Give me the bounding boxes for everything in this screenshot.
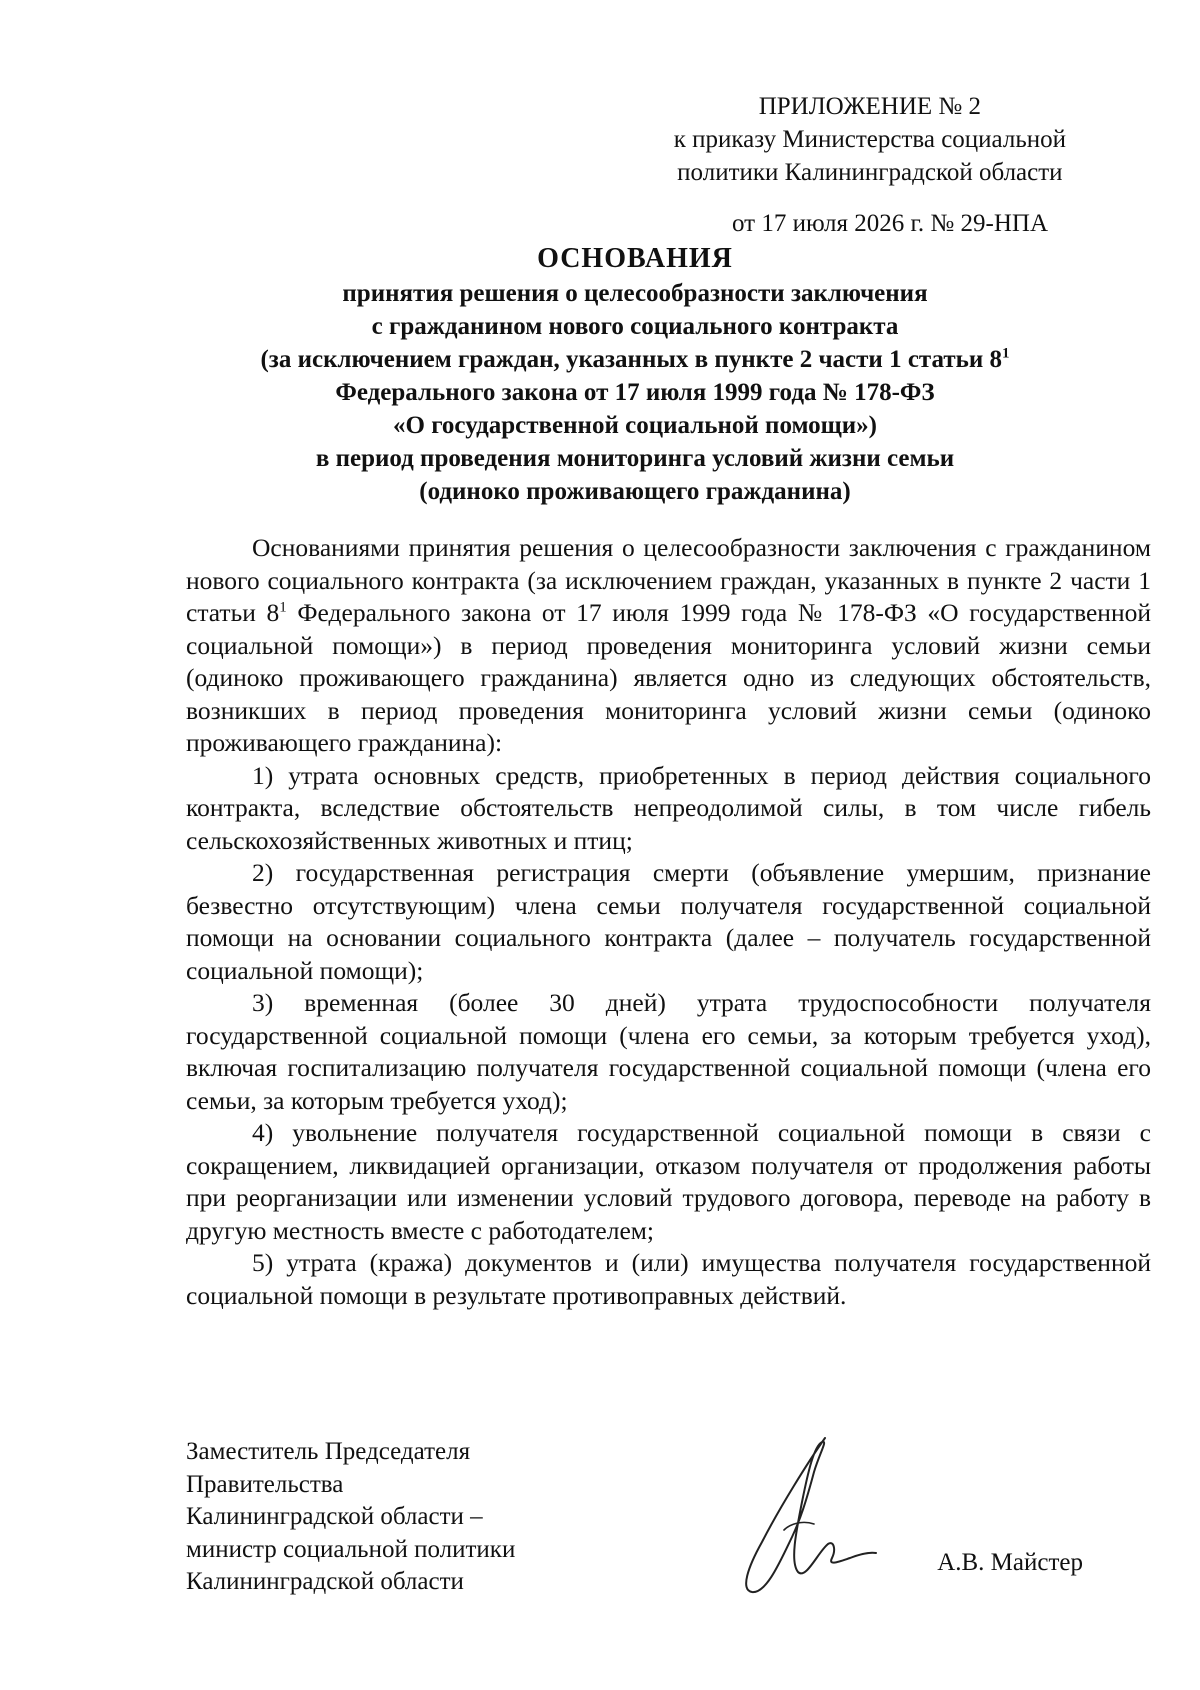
intro-superscript: 1 [279, 599, 287, 616]
list-item-4: 4) увольнение получателя государственной социальной помощи в связи с сокращением, ликвидацией организации, отказом получателя от продолжения работы при реорганизации или изменении условий трудового договора, переводе на работу в другую местность вместе с работодателем; [186, 1118, 1151, 1245]
appendix-number: ПРИЛОЖЕНИЕ № 2 [758, 93, 982, 120]
title-line-7: (одиноко проживающего гражданина) [419, 478, 851, 505]
title-line-5: «О государственной социальной помощи») [393, 412, 877, 439]
appendix-line-1: к приказу Министерства социальной [673, 126, 1066, 153]
document-body [186, 532, 1151, 1312]
document-title [185, 242, 1085, 508]
appendix-header [674, 90, 1066, 240]
appendix-date: от 17 июля 2026 г. № 29-НПА [731, 210, 1048, 237]
appendix-line-2: политики Калининградской области [677, 159, 1063, 186]
position-line-2: Правительства [186, 1470, 344, 1498]
signatory-position [186, 1436, 515, 1599]
position-line-1: Заместитель Председателя [186, 1438, 471, 1465]
title-line-3-text: (за исключением граждан, указанных в пункте 2 части 1 статьи 8 [260, 346, 1003, 373]
title-line-3 [185, 343, 1085, 376]
title-line-2: с гражданином нового социального контракта [371, 313, 899, 340]
list-item-1: 1) утрата основных средств, приобретенных в период действия социального контракта, вследствие обстоятельств непреодолимой силы, в том числе гибель сельскохозяйственных животных и птиц; [186, 760, 1151, 855]
list-item-2: 2) государственная регистрация смерти (объявление умершим, признание безвестно отсутствующим) члена семьи получателя государственной социальной помощи на основании социального контракта (далее – получатель государственной социальной помощи); [186, 858, 1151, 985]
intro-text-post: Федерального закона от 17 июля 1999 года № 178-ФЗ «О государственной социальной помощи») в период проведения мониторинга условий жизни семьи (одиноко проживающего гражданина) является одно из следующих обстоятельств, возникших в период проведения мониторинга условий жизни семьи (одиноко проживающего гражданина): [186, 598, 1151, 757]
title-line-1: принятия решения о целесообразности заключения [342, 280, 928, 307]
list-item-5: 5) утрата (кража) документов и (или) имущества получателя государственной социальной помощи в результате противоправных действий. [186, 1248, 1151, 1310]
signer-name: А.В. Майстер [937, 1549, 1083, 1576]
position-line-3: Калининградской области – [186, 1503, 483, 1530]
position-line-5: Калининградской области [186, 1568, 464, 1595]
title-line-4: Федерального закона от 17 июля 1999 года № 178-ФЗ [335, 379, 935, 406]
list-item-3: 3) временная (более 30 дней) утрата трудоспособности получателя государственной социальной помощи (члена его семьи, за которым требуется уход), включая госпитализацию получателя государственной социальной помощи (члена его семьи, за которым требуется уход); [186, 988, 1151, 1115]
intro-text-pre: Основаниями принятия решения о целесообразности заключения с гражданином нового социального контракта (за исключением граждан, указанных в пункте 2 части 1 статьи 8 [186, 533, 1151, 627]
handwritten-signature [710, 1432, 880, 1602]
intro-paragraph [186, 532, 1151, 760]
title-line-6: в период проведения мониторинга условий жизни семьи [315, 445, 955, 472]
title-main: ОСНОВАНИЯ [537, 243, 733, 274]
title-line-3-superscript: 1 [1002, 345, 1010, 362]
position-line-4: министр социальной политики [186, 1535, 516, 1563]
